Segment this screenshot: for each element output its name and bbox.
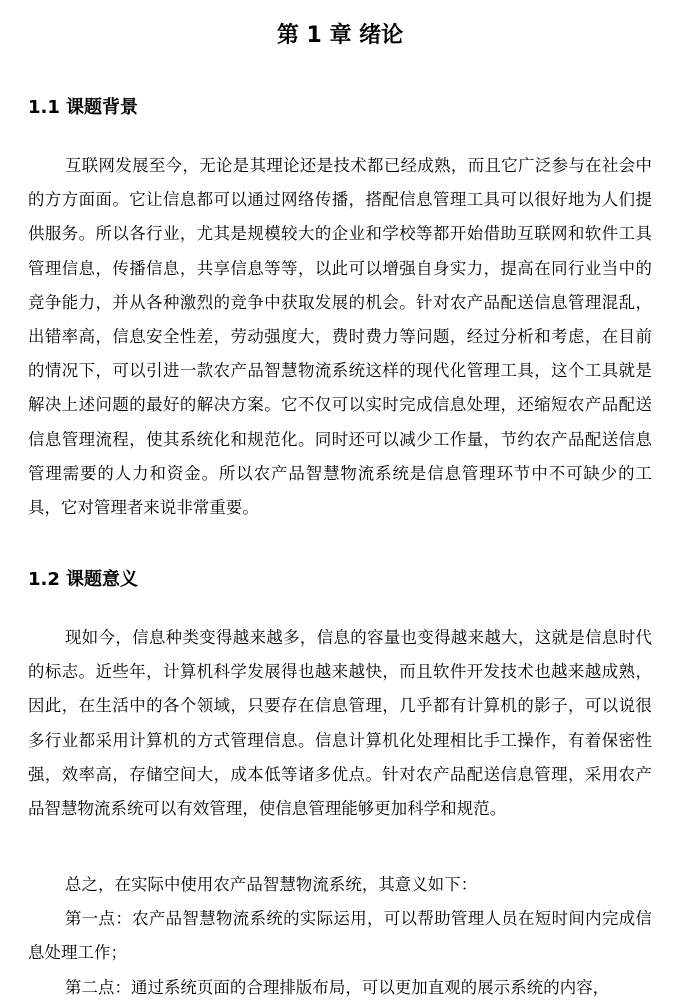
section-number: 1.2 [28, 569, 60, 590]
paragraph-significance-1: 现如今，信息种类变得越来越多，信息的容量也变得越来越大，这就是信息时代的标志。近些年，计算机科学发展得也越来越快，而且软件开发技术也越来越成熟，因此，在生活中的各个领域，只要存在信息管理，几乎都有计算机的影子，可以说很多行业都采用计算机的方式管理信息。信息计算机化处理相比手工操作，有着保密性强，效率高，存储空间大，成本低等诸多优点。针对农产品配送信息管理，采用农产品智慧物流系统可以有效管理，使信息管理能够更加科学和规范。 [28, 628, 652, 819]
section-title: 课题意义 [66, 569, 138, 590]
paragraph-background-1: 互联网发展至今，无论是其理论还是技术都已经成熟，而且它广泛参与在社会中的方方面面。它让信息都可以通过网络传播，搭配信息管理工具可以很好地为人们提供服务。所以各行业，尤其是规模较大的企业和学校等都开始借助互联网和软件工具管理信息，传播信息，共享信息等等，以此可以增强自身实力，提高在同行业当中的竞争能力，并从各种激烈的竞争中获取发展的机会。针对农产品配送信息管理混乱，出错率高，信息安全性差，劳动强度大，费时费力等问题，经过分析和考虑，在目前的情况下，可以引进一款农产品智慧物流系统这样的现代化管理工具，这个工具就是解决上述问题的最好的解决方案。它不仅可以实时完成信息处理，还缩短农产品配送信息管理流程，使其系统化和规范化。同时还可以减少工作量，节约农产品配送信息管理需要的人力和资金。所以农产品智慧物流系统是信息管理环节中不可缺少的工具，它对管理者来说非常重要。 [28, 156, 652, 518]
paragraph-significance-2: 总之，在实际中使用农产品智慧物流系统，其意义如下： [65, 875, 478, 894]
section-title: 课题背景 [66, 97, 138, 118]
paragraph-significance-4: 第二点：通过系统页面的合理排版布局，可以更加直观的展示系统的内容， [65, 978, 610, 997]
chapter-title: 第 1 章 绪论 [276, 23, 404, 48]
section-number: 1.1 [28, 97, 60, 118]
section-heading-background [28, 93, 668, 123]
section-heading-significance [28, 565, 668, 595]
paragraph-significance-3: 第一点：农产品智慧物流系统的实际运用，可以帮助管理人员在短时间内完成信息处理工作； [28, 909, 652, 963]
